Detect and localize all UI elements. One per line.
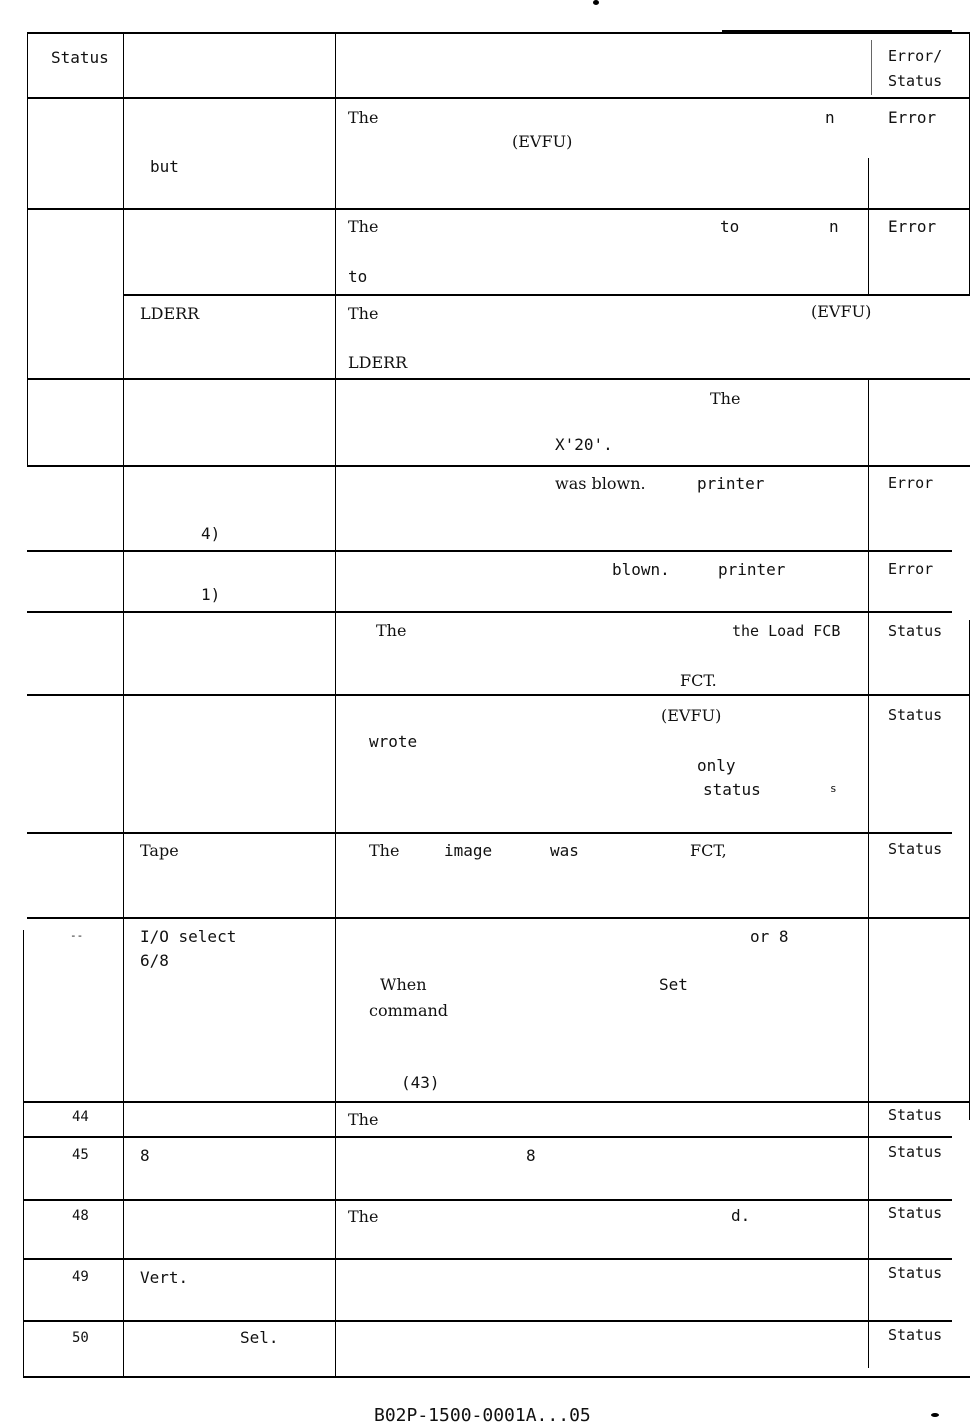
row-rule [23, 1258, 952, 1260]
row-rule [27, 465, 970, 467]
row7-desc-fct: FCT. [680, 671, 717, 690]
row7-desc-loadfcb: the Load FCB [732, 622, 841, 640]
row-rule [23, 1101, 970, 1103]
row13-code: 48 [72, 1208, 89, 1224]
row8-desc-wrote: wrote [369, 732, 418, 751]
row10-desc-set: Set [659, 975, 688, 994]
row-rule [123, 294, 970, 296]
row-rule [27, 378, 970, 380]
row1-desc-evfu: (EVFU) [512, 132, 573, 151]
row5-type: Error [888, 474, 934, 492]
row8-desc-evfu: (EVFU) [661, 706, 722, 725]
row9-type: Status [888, 840, 943, 858]
right-border [969, 620, 970, 1120]
row11-code: 44 [72, 1109, 89, 1125]
bottom-rule [23, 1376, 970, 1378]
row3-desc-the: The [348, 304, 379, 323]
row-rule [23, 1136, 952, 1138]
row-rule [23, 1320, 952, 1322]
row-rule [27, 550, 952, 552]
row1-type: Error [888, 108, 937, 127]
row15-code: 50 [72, 1330, 89, 1346]
left-border-lower [23, 930, 24, 1378]
row13-type: Status [888, 1204, 943, 1222]
row10-desc-or8: or 8 [750, 927, 789, 946]
document-footer-code: B02P-1500-0001A...05 [374, 1405, 591, 1426]
header-status-label: Status [51, 48, 109, 67]
row-rule [27, 917, 970, 919]
row11-type: Status [888, 1106, 943, 1124]
row5-name: 4) [201, 524, 221, 543]
row11-desc-the: The [348, 1110, 379, 1129]
row-rule [27, 208, 970, 210]
row10-desc-command: command [369, 1001, 449, 1020]
row2-desc-to: to [720, 217, 740, 236]
row3-name: LDERR [140, 304, 200, 323]
row4-desc-the: The [710, 389, 741, 408]
col-rule-3 [868, 380, 869, 1368]
row5-desc-blown: was blown. [555, 474, 646, 493]
header-status-sub-label: Status [888, 72, 943, 90]
row14-type: Status [888, 1264, 943, 1282]
col-rule-3 [868, 158, 869, 294]
row10-desc-43: (43) [401, 1073, 440, 1092]
right-border [969, 32, 970, 296]
row12-type: Status [888, 1143, 943, 1161]
row6-type: Error [888, 560, 934, 578]
row1-desc-the: The [348, 108, 379, 127]
row10-name-io: I/O select [140, 927, 237, 946]
row3-desc-evfu: (EVFU) [811, 302, 872, 321]
row9-desc-the: The [369, 841, 400, 860]
row2-type: Error [888, 217, 937, 236]
row15-type: Status [888, 1326, 943, 1344]
top-mark [593, 0, 599, 5]
row-rule [27, 694, 970, 696]
row2-desc-n: n [829, 217, 839, 236]
row15-name: Sel. [240, 1328, 279, 1347]
row6-desc-printer: printer [718, 560, 786, 579]
row-rule [27, 832, 952, 834]
left-border [27, 32, 28, 466]
row8-desc-status: status [703, 780, 761, 799]
row10-desc-when: When [380, 975, 427, 994]
row7-type: Status [888, 622, 943, 640]
row3-desc-lderr: LDERR [348, 353, 408, 372]
col-rule-2 [335, 32, 336, 1378]
header-error-label: Error/ [888, 47, 943, 65]
row12-desc-8: 8 [526, 1146, 536, 1165]
row8-type: Status [888, 706, 943, 724]
row8-desc-only: only [697, 756, 736, 775]
row13-desc-d: d. [731, 1206, 751, 1225]
row2-desc-the: The [348, 217, 379, 236]
row14-code: 49 [72, 1269, 89, 1285]
row1-desc-n: n [825, 108, 835, 127]
row13-desc-the: The [348, 1207, 379, 1226]
row2-desc-to-2: to [348, 267, 368, 286]
row9-desc-was: was [550, 841, 579, 860]
header-bottom-rule [27, 97, 970, 99]
row6-name: 1) [201, 585, 221, 604]
dashed-col-mark [871, 40, 872, 95]
row-rule [23, 1199, 952, 1201]
row5-desc-printer: printer [697, 474, 765, 493]
row12-name: 8 [140, 1146, 150, 1165]
row8-desc-s: s [830, 782, 837, 795]
row7-desc-the: The [376, 621, 407, 640]
row1-name-but: but [150, 157, 179, 176]
row10-name-68: 6/8 [140, 951, 169, 970]
col-rule-1 [123, 32, 124, 1378]
row14-name: Vert. [140, 1268, 189, 1287]
row6-desc-blown: blown. [612, 560, 670, 579]
row9-name: Tape [140, 841, 179, 860]
row12-code: 45 [72, 1147, 89, 1163]
row9-desc-image: image [444, 841, 493, 860]
row-rule [27, 611, 952, 613]
row4-desc-hex: X'20'. [555, 435, 613, 454]
row9-desc-fct: FCT, [690, 841, 727, 860]
footer-mark [931, 1413, 939, 1417]
top-rule-heavy [722, 30, 952, 33]
row10-code: -- [70, 929, 84, 942]
